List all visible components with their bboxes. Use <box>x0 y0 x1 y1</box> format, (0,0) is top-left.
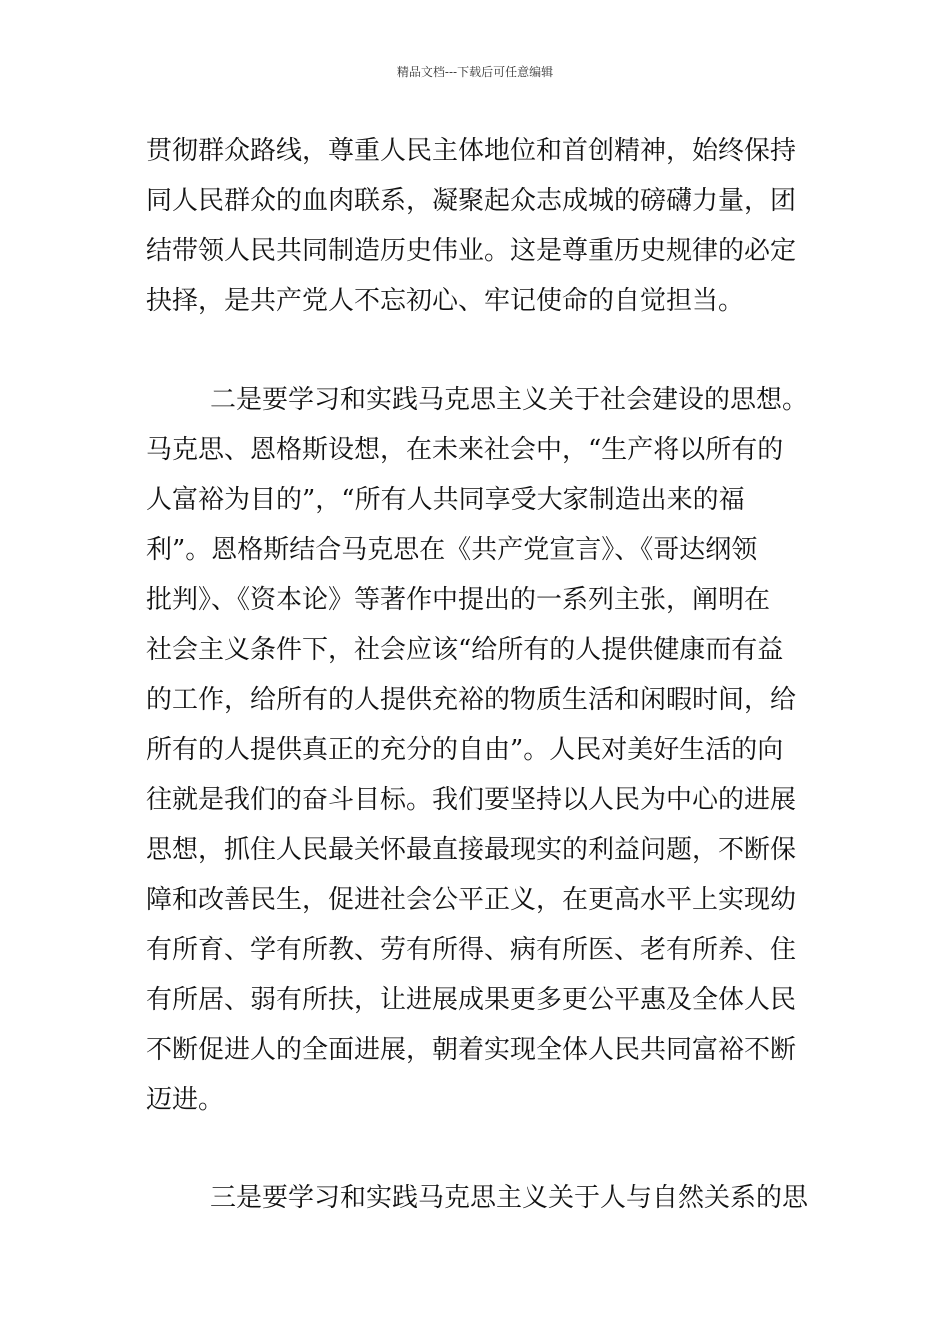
text-line: 往就是我们的奋斗目标。我们要坚持以人民为中心的进展 <box>146 785 797 815</box>
text-line: 障和改善民生，促进社会公平正义，在更高水平上实现幼 <box>146 885 797 915</box>
page-header: 精品文档---下载后可任意编辑 <box>396 65 554 79</box>
text-line: 不断促进人的全面进展，朝着实现全体人民共同富裕不断 <box>146 1035 797 1065</box>
text-line: 人富裕为目的”，“所有人共同享受大家制造出来的福 <box>146 485 745 515</box>
text-line: 有所育、学有所教、劳有所得、病有所医、老有所养、住 <box>146 935 797 965</box>
paragraph-nature-relation <box>146 1173 816 1223</box>
text-line: 迈进。 <box>146 1085 225 1115</box>
text-line: 贯彻群众路线，尊重人民主体地位和首创精神，始终保持 <box>146 136 797 166</box>
text-line: 同人民群众的血肉联系，凝聚起众志成城的磅礴力量，团 <box>146 186 797 216</box>
text-line: 利”。恩格斯结合马克思在《共产党宣言》、《哥达纲领 <box>146 535 758 565</box>
paragraph-social-construction <box>146 375 816 1125</box>
text-line: 结带领人民共同制造历史伟业。这是尊重历史规律的必定 <box>146 236 797 266</box>
text-line: 马克思、恩格斯设想，在未来社会中，“生产将以所有的 <box>146 435 784 465</box>
text-line: 所有的人提供真正的充分的自由”。人民对美好生活的向 <box>146 735 784 765</box>
paragraph-continuation <box>146 126 816 326</box>
text-line: 社会主义条件下，社会应该“给所有的人提供健康而有益 <box>146 635 784 665</box>
text-line: 有所居、弱有所扶，让进展成果更多更公平惠及全体人民 <box>146 985 797 1015</box>
text-line: 抉择，是共产党人不忘初心、牢记使命的自觉担当。 <box>146 286 745 316</box>
text-line: 的工作，给所有的人提供充裕的物质生活和闲暇时间，给 <box>146 685 797 715</box>
text-line: 思想，抓住人民最关怀最直接最现实的利益问题，不断保 <box>146 835 797 865</box>
text-line: 批判》、《资本论》等著作中提出的一系列主张，阐明在 <box>146 585 771 615</box>
text-line-first: 三是要学习和实践马克思主义关于人与自然关系的思 <box>210 1183 809 1213</box>
text-line-first: 二是要学习和实践马克思主义关于社会建设的思想。 <box>210 385 809 415</box>
